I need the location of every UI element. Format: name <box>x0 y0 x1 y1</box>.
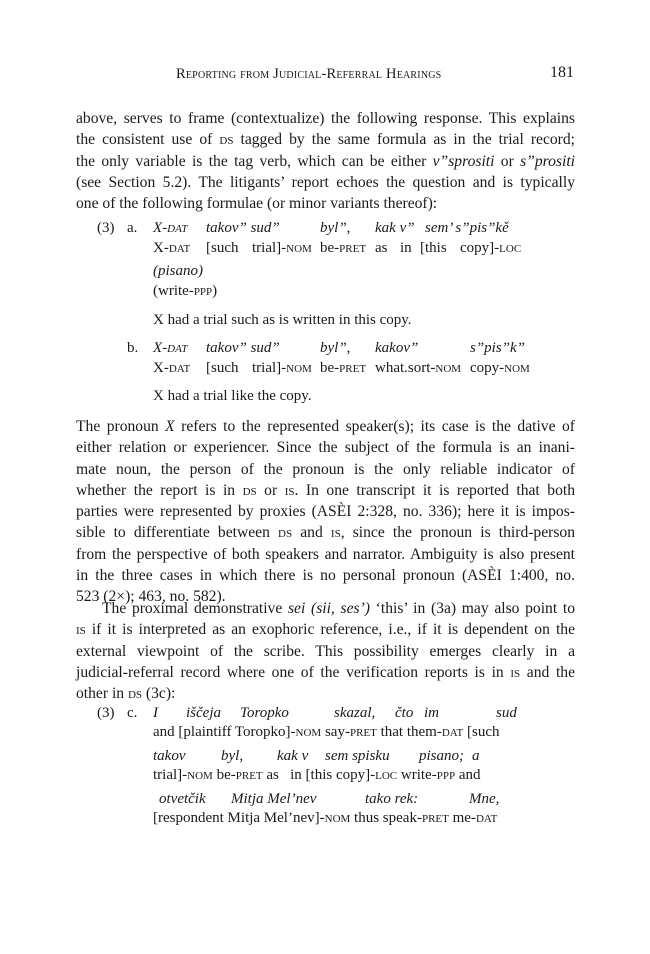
text-line: mate noun, the person of the pronoun is the only reliable indicator of <box>76 460 575 478</box>
paragraph-demonstrative <box>76 598 575 704</box>
text-line: judicial-referral record where one of the verification reports is in is and the <box>76 663 575 681</box>
translation: X had a trial like the copy. <box>153 388 312 404</box>
text-line: The pronoun X refers to the represented speaker(s); its case is the dative of <box>76 418 575 435</box>
gloss-line-1: and [plaintiff Toropko]-nom say-pret that them-dat [such <box>153 724 500 740</box>
text-line: parties were represented by proxies (ASÈI 2:328, no. 336); here it is impos- <box>76 503 575 521</box>
example-letter: c. <box>127 705 138 721</box>
text-line: above, serves to frame (contextualize) the following response. This explains <box>76 110 575 127</box>
text-line: The proximal demonstrative sei (sii, ses’) ‘this’ in (3a) may also point to <box>102 600 576 617</box>
example-letter: a. <box>127 220 138 236</box>
example-number: (3) <box>97 220 115 236</box>
text-line: 523 (2×); 463, no. 582). <box>76 588 226 606</box>
text-line: the consistent use of ds tagged by the same formula as in the trial record; <box>76 131 575 149</box>
translation: X had a trial such as is written in this copy. <box>153 312 412 328</box>
text-line: either relation or experiencer. Since the subject of the formula is an inani- <box>76 439 575 457</box>
gloss-line-2: trial]-nom be-pret as in [this copy]-loc write-ppp and <box>153 767 481 783</box>
text-line: in the three cases in which there is no personal pronoun (ASÈI 1:400, no. <box>76 567 575 585</box>
gloss-line-2: (write-ppp) <box>153 283 218 299</box>
running-head: Reporting from Judicial-Referral Hearings <box>176 66 442 82</box>
page-header <box>0 64 650 86</box>
text-line: from the perspective of both speakers and narrator. Ambiguity is also present <box>76 545 575 563</box>
text-line: external viewpoint of the scribe. This possibility emerges clearly in a <box>76 642 575 660</box>
text-line: (see Section 5.2). The litigants’ report echoes the question and is typically <box>76 173 575 191</box>
text-line: one of the following formulae (or minor variants thereof): <box>76 195 438 213</box>
text-line: sible to differentiate between ds and is, since the pronoun is third-person <box>76 524 576 542</box>
source-line-2: (pisano) <box>153 263 203 279</box>
text-line: whether the report is in ds or is. In one transcript it is reported that both <box>76 481 576 499</box>
paragraph-pronoun <box>76 416 575 608</box>
text-line: is if it is interpreted as an exophoric reference, i.e., if it is dependent on the <box>76 621 575 639</box>
paragraph-intro <box>76 108 575 214</box>
example-number: (3) <box>97 705 115 721</box>
gloss-line-3: [respondent Mitja Mel’nev]-nom thus speak-pret me-dat <box>153 810 498 826</box>
text-line: the only variable is the tag verb, which can be either v”sprositi or s”prositi <box>76 152 575 170</box>
page-number: 181 <box>550 64 574 81</box>
example-letter: b. <box>127 340 139 356</box>
text-line: other in ds (3c): <box>76 685 176 703</box>
